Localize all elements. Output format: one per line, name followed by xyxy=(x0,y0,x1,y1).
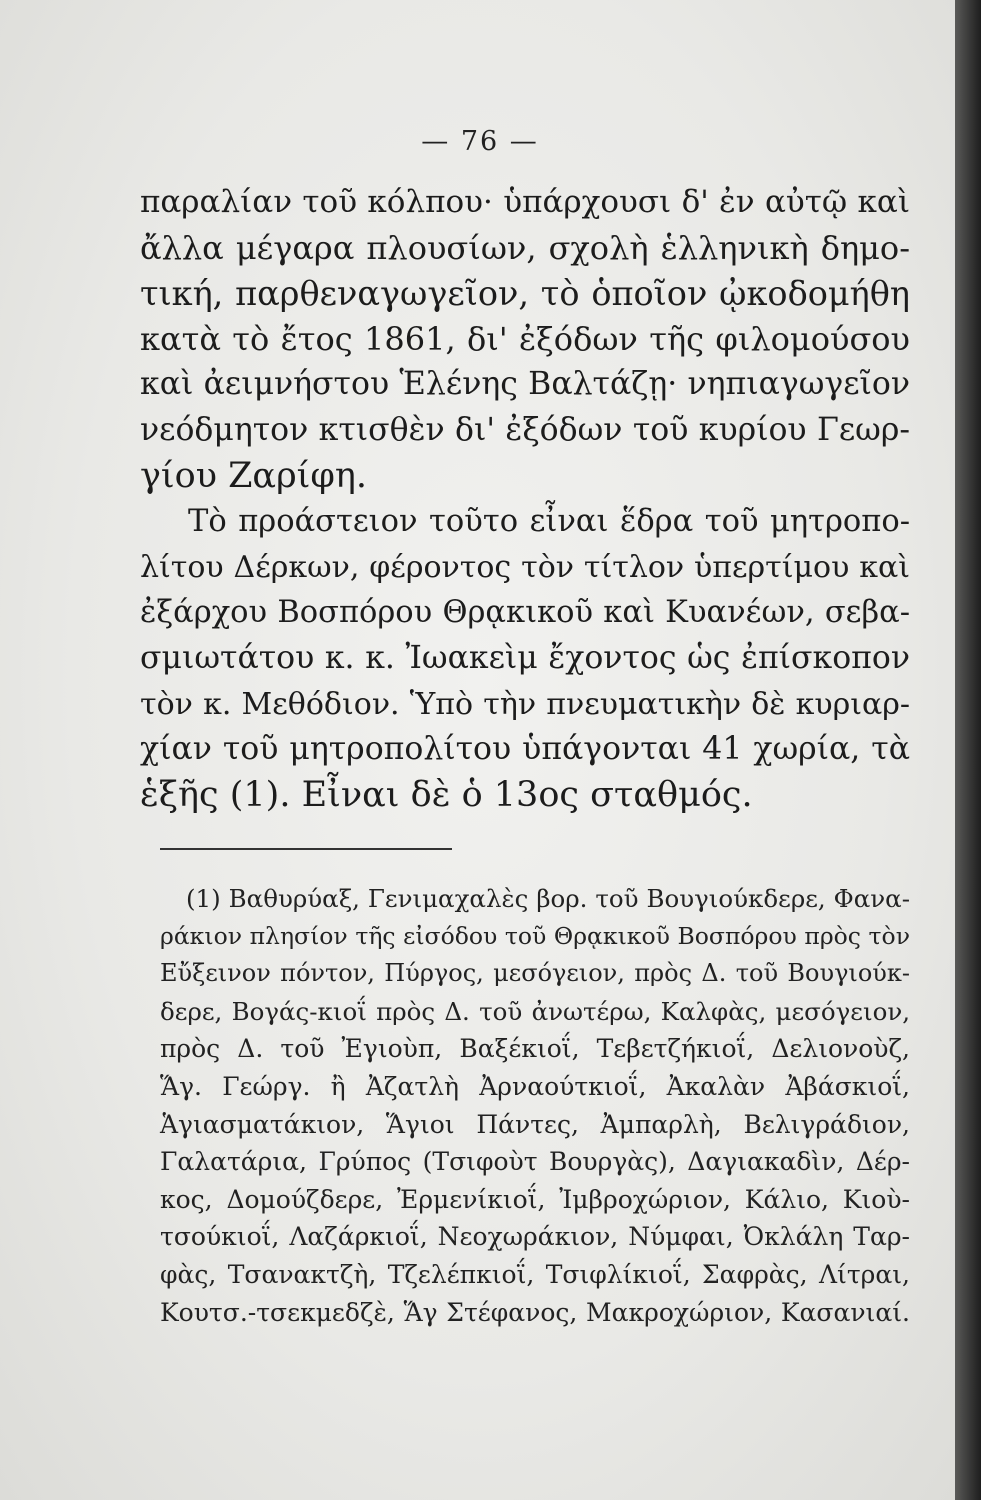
footnote-line: φὰς, Τσανακτζὴ, Τζελέπκιοΐ, Τσιφλίκιοΐ, Σαφρὰς, Λίτραι, xyxy=(160,1259,910,1289)
text-line: γίου Ζαρίφη. xyxy=(140,455,367,496)
footnote-line: πρὸς Δ. τοῦ Ἐγιοὺπ, Βαξέκιοΐ, Τεβετζήκιοΐ, Δελιονοὺζ, xyxy=(160,1034,910,1064)
footnote-divider xyxy=(160,848,452,850)
footnote-line: Ἁγιασματάκιον, Ἅγιοι Πάντες, Ἀμπαρλὴ, Βελιγράδιον, xyxy=(160,1109,910,1139)
footnote-line: ράκιον πλησίον τῆς εἰσόδου τοῦ Θρᾳκικοῦ Βοσπόρου πρὸς τὸν xyxy=(160,921,910,950)
footnote-line: Ἅγ. Γεώργ. ἢ Ἀζατλὴ Ἀρναούτκιοΐ, Ἀκαλὰν Ἀβάσκιοΐ, xyxy=(160,1071,910,1101)
footnote-line: τσούκιοΐ, Λαζάρκιοΐ, Νεοχωράκιον, Νύμφαι, Ὀκλάλη Ταρ- xyxy=(160,1222,910,1252)
text-line: Τὸ προάστειον τοῦτο εἶναι ἕδρα τοῦ μητροπο- xyxy=(188,504,910,540)
text-line: σμιωτάτου κ. κ. Ἰωακεὶμ ἔχοντος ὡς ἐπίσκοπον xyxy=(140,639,910,676)
footnote-line: δερε, Βογάς-κιοΐ πρὸς Δ. τοῦ ἀνωτέρω, Καλφὰς, μεσόγειον, xyxy=(160,996,910,1026)
text-line: ἄλλα μέγαρα πλουσίων, σχολὴ ἑλληνικὴ δημο- xyxy=(140,228,910,267)
footnote-line: Γαλατάρια, Γρύπος (Τσιφοὺτ Βουργὰς), Δαγιακαδὶν, Δέρ- xyxy=(160,1147,910,1177)
page-edge-shadow xyxy=(955,0,981,1500)
text-line: τὸν κ. Μεθόδιον. Ὑπὸ τὴν πνευματικὴν δὲ κυριαρ- xyxy=(140,686,910,722)
text-line: καὶ ἀειμνήστου Ἑλένης Βαλτάζῃ· νηπιαγωγεῖον xyxy=(140,366,910,403)
text-line: ἐξάρχου Βοσπόρου Θρᾳκικοῦ καὶ Κυανέων, σεβα- xyxy=(140,595,910,631)
footnote-line: (1) Βαθυρύαξ, Γενιμαχαλὲς βορ. τοῦ Βουγιούκδερε, Φανα- xyxy=(186,884,910,913)
footnote-line: Κουτσ.-τσεκμεδζὲ, Ἅγ Στέφανος, Μακροχώριον, Κασανιαί. xyxy=(160,1297,910,1327)
text-line: ἑξῆς (1). Εἶναι δὲ ὁ 13ος σταθμός. xyxy=(140,774,753,815)
text-line: νεόδμητον κτισθὲν δι' ἐξόδων τοῦ κυρίου Γεωρ- xyxy=(140,411,910,448)
text-line: λίτου Δέρκων, φέροντος τὸν τίτλον ὑπερτίμου καὶ xyxy=(140,549,910,585)
footnote-line: Εὔξεινον πόντον, Πύργος, μεσόγειον, πρὸς Δ. τοῦ Βουγιούκ- xyxy=(160,959,910,988)
text-line: χίαν τοῦ μητροπολίτου ὑπάγονται 41 χωρία, τὰ xyxy=(140,731,910,768)
text-line: τική, παρθεναγωγεῖον, τὸ ὁποῖον ᾠκοδομήθη xyxy=(140,274,910,314)
text-line: κατὰ τὸ ἔτος 1861, δι' ἐξόδων τῆς φιλομούσου xyxy=(140,319,910,358)
page-number: — 76 — xyxy=(421,126,539,157)
footnote-line: κος, Δομούζδερε, Ἐρμενίκιοΐ, Ἰμβροχώριον, Κάλιο, Κιοὺ- xyxy=(160,1184,910,1214)
main-text xyxy=(140,180,910,818)
text-line: παραλίαν τοῦ κόλπου· ὑπάρχουσι δ' ἐν αὐτῷ καὶ xyxy=(140,184,910,220)
footnotes xyxy=(160,880,910,1331)
